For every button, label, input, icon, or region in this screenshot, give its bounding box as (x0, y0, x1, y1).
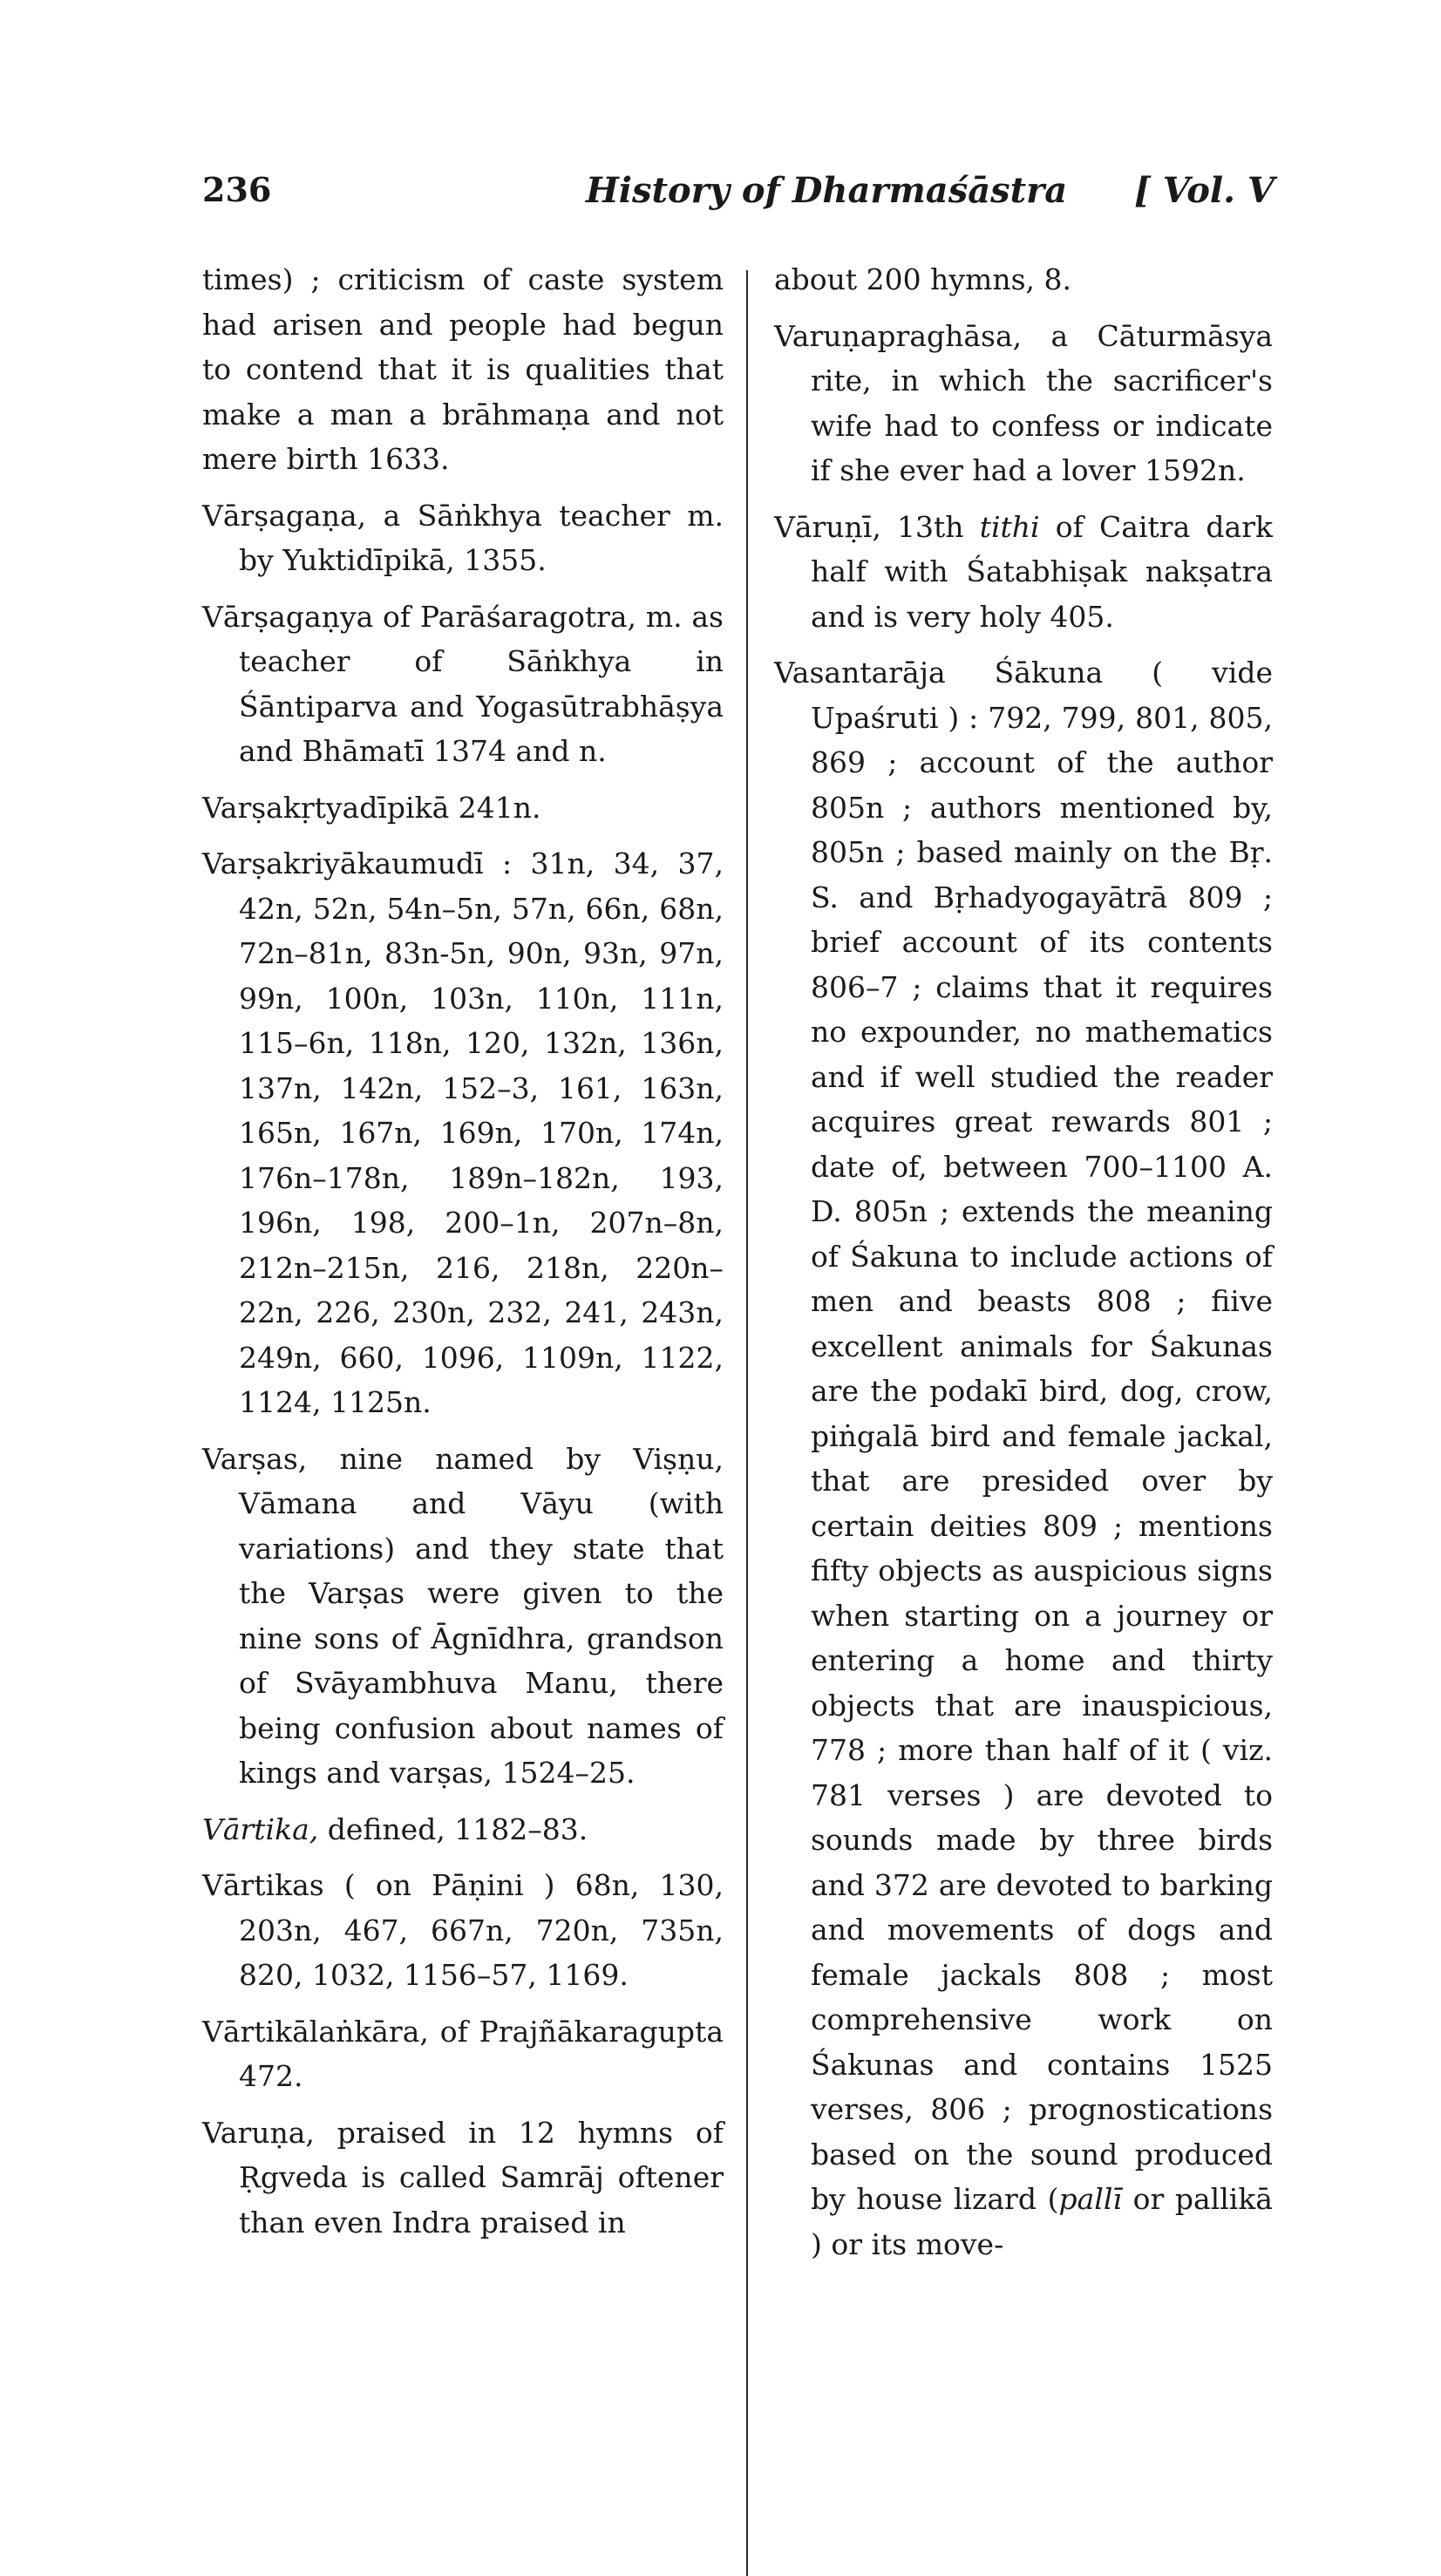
index-entry (774, 505, 1273, 640)
index-entry (202, 493, 724, 583)
entry-text: 31n, 34, 37, 42n, 52n, 54n–5n, 57n, 66n, 68n, 72n–81n, 83n-5n, 90n, 93n, 97n, 99n, 100n, 103n, 110n, 111n, 115–6n, 118n, 120, 132n, 136n, 137n, 142n, 152–3, 161, 163n, 165n, 167n, 169n, 170n, 174n, 176n–178n, 189n–182n, 193, 196n, 198, 200–1n, 207n–8n, 212n–215n, 216, 218n, 220n–22n, 226, 230n, 232, 241, 243n, 249n, 660, 1096, 1109n, 1122, 1124, 1125n. (239, 846, 724, 1419)
volume-label: [ Vol. V (1134, 170, 1274, 211)
page-number: 236 (202, 170, 272, 209)
entry-head: Vārtika, (202, 1811, 319, 1846)
entry-text: or pallikā ) or its move- (811, 2182, 1273, 2261)
left-column (202, 257, 724, 2256)
entry-head: Vāruṇī, (774, 509, 881, 544)
entry-head: Varṣakriyākaumudī : (202, 846, 513, 880)
index-entry (774, 257, 1273, 302)
entry-text: a Cāturmāsya rite, in which the sacrificer's wife had to confess or indicate if she ever had a lover 1592n. (811, 318, 1273, 487)
index-entry (202, 257, 724, 482)
index-entry (202, 785, 724, 831)
entry-head: Vārtikālaṅkāra, (202, 2014, 429, 2049)
index-entry (774, 314, 1273, 493)
entry-head: Varuṇapraghāsa, (774, 318, 1023, 353)
entry-text: of Prajñākaragupta 472. (239, 2014, 724, 2093)
running-title: History of Dharmaśāstra (586, 170, 1068, 211)
entry-text: of Parāśaragotra, m. as teacher of Sāṅkhya in Śāntiparva and Yogasūtrabhāṣya and Bhāmatī 1374 and n. (239, 599, 724, 768)
index-entry (202, 1863, 724, 1998)
entry-text: praised in 12 hymns of Ṛgveda is called Samrāj oftener than even Indra praised in (239, 2115, 724, 2240)
right-column (774, 257, 1273, 2278)
entry-text: 241n. (449, 790, 541, 825)
index-entry (202, 841, 724, 1425)
entry-text: ( vide Upaśruti ) : 792, 799, 801, 805, 869 ; account of the author 805n ; authors mentioned by, 805n ; based mainly on the Bṛ. S. and Bṛhadyogayātrā 809 ; brief account of its contents 806–7 ; claims that it requires no expounder, no mathematics and if well studied the reader acquires great rewards 801 ; date of, between 700–1100 A. D. 805n ; extends the meaning of Śakuna to include actions of men and beasts 808 ; fiive excellent animals for Śakunas are the podakī bird, dog, crow, piṅgalā bird and female jackal, that are presided over by certain deities 809 ; mentions fifty objects as auspicious signs when starting on a journey or entering a home and thirty objects that are inauspicious, 778 ; more than half of it ( viz. 781 verses ) are devoted to sounds made by three birds and 372 are devoted to barking and movements of dogs and female jackals 808 ; most comprehensive work on Śakunas and contains 1525 verses, 806 ; prognostications based on the sound produced by house lizard ( (811, 656, 1273, 2216)
entry-text: a Sāṅkhya teacher m. by Yuktidīpikā, 1355. (239, 498, 724, 577)
column-divider (746, 270, 748, 2576)
index-entry (202, 2009, 724, 2099)
entry-head: Vārṣagaṇa, (202, 498, 367, 533)
entry-head: Vārṣagaṇya (202, 599, 374, 634)
entry-head: Varṣakṛtyadīpikā (202, 790, 450, 825)
running-header (202, 170, 1274, 222)
entry-text: 13th (880, 509, 980, 544)
entry-italic-term: tithi (979, 509, 1040, 544)
entry-text: defined, 1182–83. (318, 1811, 588, 1846)
entry-italic-term: pallī (1058, 2182, 1122, 2216)
entry-text: of Caitra dark half with Śatabhiṣak nakṣatra and is very holy 405. (811, 509, 1273, 634)
entry-head: Vārtikas (202, 1868, 324, 1902)
entry-head: Varṣas, (202, 1441, 308, 1476)
entry-text: about 200 hymns, 8. (774, 262, 1071, 296)
index-entry (202, 595, 724, 774)
index-entry (202, 2110, 724, 2246)
entry-text: ( on Pāṇini ) 68n, 130, 203n, 467, 667n, 720n, 735n, 820, 1032, 1156–57, 1169. (239, 1868, 724, 1992)
index-entry (774, 650, 1273, 2267)
index-entry (202, 1807, 724, 1852)
index-entry (202, 1437, 724, 1796)
entry-text: times) ; criticism of caste system had arisen and people had begun to contend that it is qualities that make a man a brāhmaṇa and not mere birth 1633. (202, 262, 724, 476)
entry-head: Varuṇa, (202, 2115, 315, 2150)
entry-head: Vasantarāja Śākuna (774, 656, 1104, 690)
entry-text: nine named by Viṣṇu, Vāmana and Vāyu (with variations) and they state that the Varṣas were given to the nine sons of Āgnīdhra, grandson of Svāyambhuva Manu, there being confusion about names of kings and varṣas, 1524–25. (239, 1441, 724, 1790)
